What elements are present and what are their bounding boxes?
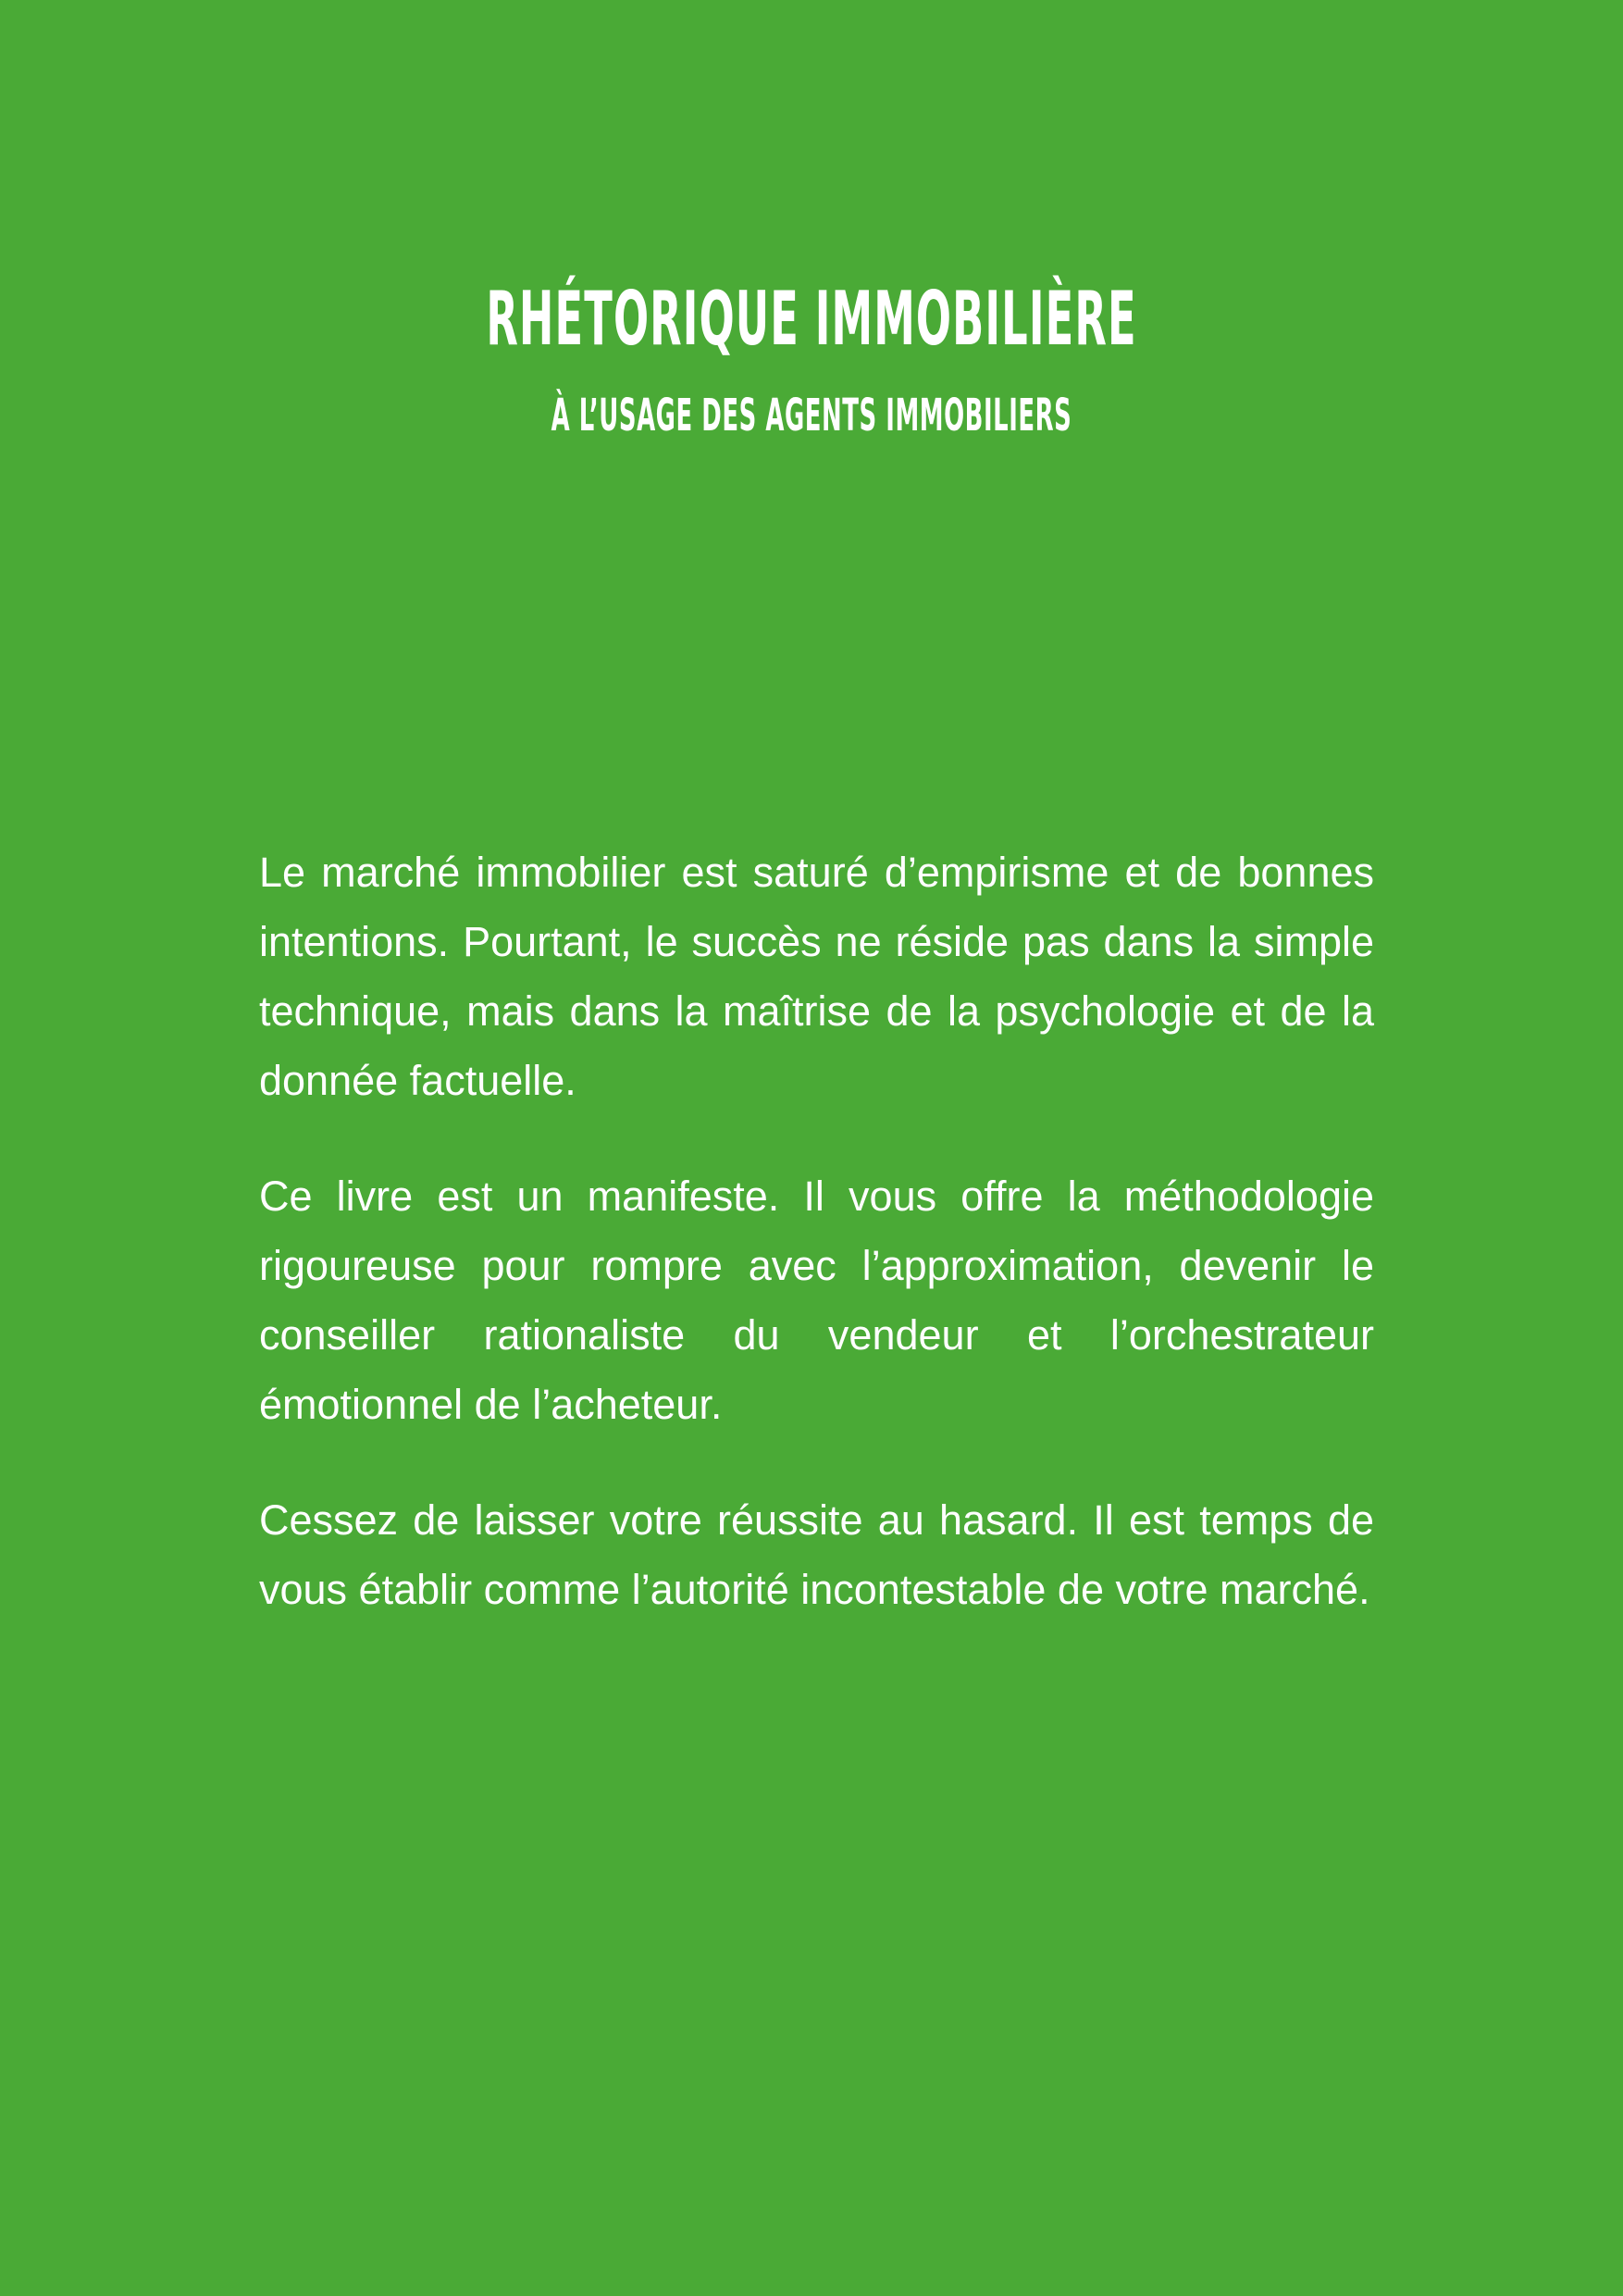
book-title: RHÉTORIQUE IMMOBILIÈRE — [486, 276, 1137, 362]
blurb — [259, 838, 1374, 1670]
blurb-paragraph-3: Cessez de laisser votre réussite au hasard. Il est temps de vous établir comme l’autorité incontestable de votre marché. — [259, 1496, 1374, 1613]
blurb-paragraph-2: Ce livre est un manifeste. Il vous offre la méthodologie rigoureuse pour rompre avec l’approximation, devenir le conseiller rationaliste du vendeur et l’orchestrateur émotionnel de l’acheteur. — [259, 1173, 1374, 1428]
title-block — [0, 268, 1623, 448]
blurb-paragraph-1: Le marché immobilier est saturé d’empirisme et de bonnes intentions. Pourtant, le succès ne réside pas dans la simple technique, mais dans la maîtrise de la psychologie et de la donnée factuelle. — [259, 849, 1374, 1104]
book-subtitle: À L’USAGE DES AGENTS IMMOBILIERS — [551, 390, 1072, 441]
